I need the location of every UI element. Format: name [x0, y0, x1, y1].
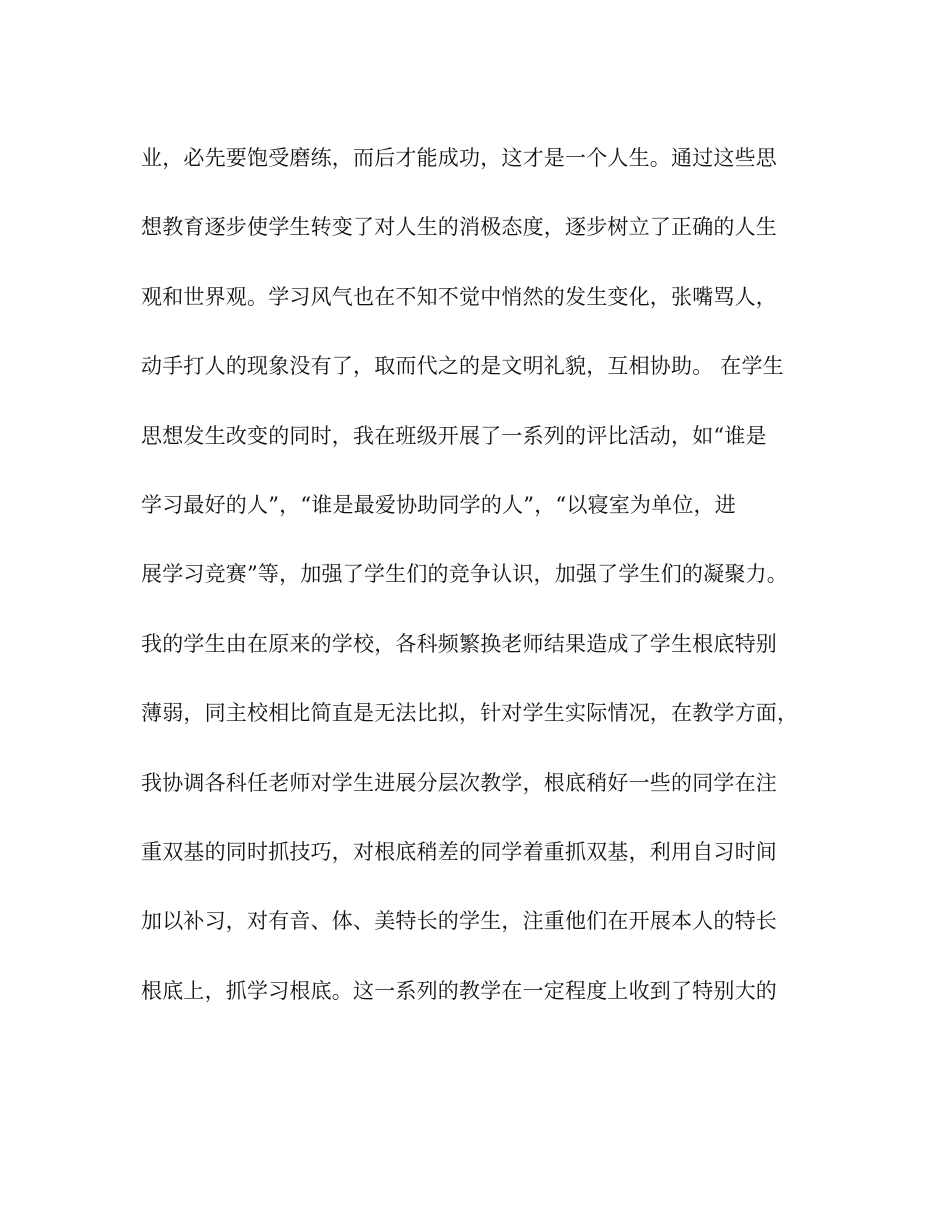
text-line: 动手打人的现象没有了，取而代之的是文明礼貌，互相协助。 在学生 [141, 354, 784, 379]
text-line: 学习最好的人”，“谁是最爱协助同学的人”，“以寝室为单位，进 [141, 492, 736, 517]
text-line: 展学习竞赛”等，加强了学生们的竞争认识，加强了学生们的凝聚力。 [141, 562, 788, 587]
text-line: 我的学生由在原来的学校，各科频繁换老师结果造成了学生根底特别 [141, 631, 777, 656]
text-line: 观和世界观。学习风气也在不知不觉中悄然的发生变化，张嘴骂人， [141, 284, 777, 309]
text-line: 重双基的同时抓技巧，对根底稍差的同学着重抓双基，利用自习时间 [141, 839, 777, 864]
text-line: 我协调各科任老师对学生进展分层次教学，根底稍好一些的同学在注 [141, 770, 777, 795]
text-line: 思想发生改变的同时，我在班级开展了一系列的评比活动，如“谁是 [141, 423, 767, 448]
text-line: 业，必先要饱受磨练，而后才能成功，这才是一个人生。通过这些思 [141, 146, 777, 170]
text-line: 薄弱，同主校相比简直是无法比拟，针对学生实际情况，在教学方面， [141, 701, 799, 726]
text-line: 想教育逐步使学生转变了对人生的消极态度，逐步树立了正确的人生 [141, 215, 777, 240]
text-line: 加以补习，对有音、体、美特长的学生，注重他们在开展本人的特长 [141, 909, 777, 934]
body-text [141, 138, 821, 1040]
text-line: 根底上，抓学习根底。这一系列的教学在一定程度上收到了特别大的 [141, 978, 777, 1003]
